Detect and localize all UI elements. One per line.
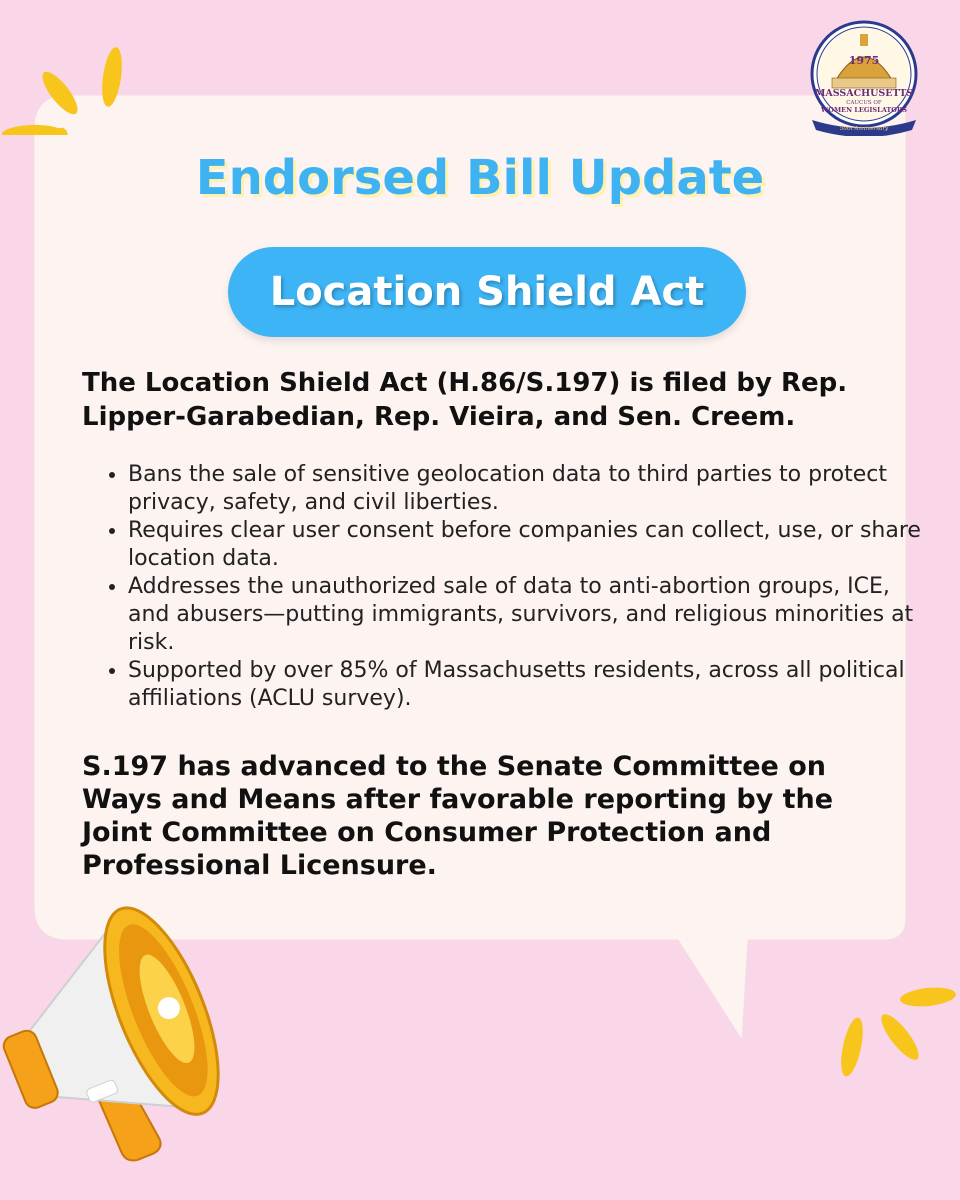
svg-text:50th Anniversary: 50th Anniversary <box>839 126 889 132</box>
svg-text:MASSACHUSETTS: MASSACHUSETTS <box>814 88 914 99</box>
page-title: Endorsed Bill Update <box>195 150 765 206</box>
svg-text:1975: 1975 <box>848 54 880 67</box>
list-item: • Requires clear user consent before companies can collect, use, or share location data. <box>128 517 928 573</box>
megaphone-icon <box>0 890 260 1190</box>
svg-text:CAUCUS OF: CAUCUS OF <box>846 100 882 106</box>
bill-name: Location Shield Act <box>269 269 705 315</box>
bill-name-badge <box>228 247 746 337</box>
sparkle-lines-icon <box>830 975 960 1080</box>
caucus-seal-logo <box>806 20 922 136</box>
list-item: • Addresses the unauthorized sale of data to anti-abortion groups, ICE, and abusers—putting immigrants, survivors, and religious minorities at risk. <box>128 573 928 657</box>
bullet-list <box>106 461 928 713</box>
list-item: • Bans the sale of sensitive geolocation data to third parties to protect privacy, safety, and civil liberties. <box>128 461 928 517</box>
status-text: S.197 has advanced to the Senate Committee on Ways and Means after favorable reporting by the Joint Committee on Consumer Protection and Professional Licensure. <box>82 751 834 881</box>
sparkle-lines-icon <box>0 25 130 135</box>
list-item: • Supported by over 85% of Massachusetts residents, across all political affiliations (ACLU survey). <box>128 657 928 713</box>
intro-text: The Location Shield Act (H.86/S.197) is filed by Rep. Lipper-Garabedian, Rep. Vieira, and Sen. Creem. <box>82 368 848 432</box>
svg-text:WOMEN LEGISLATORS: WOMEN LEGISLATORS <box>821 106 907 114</box>
